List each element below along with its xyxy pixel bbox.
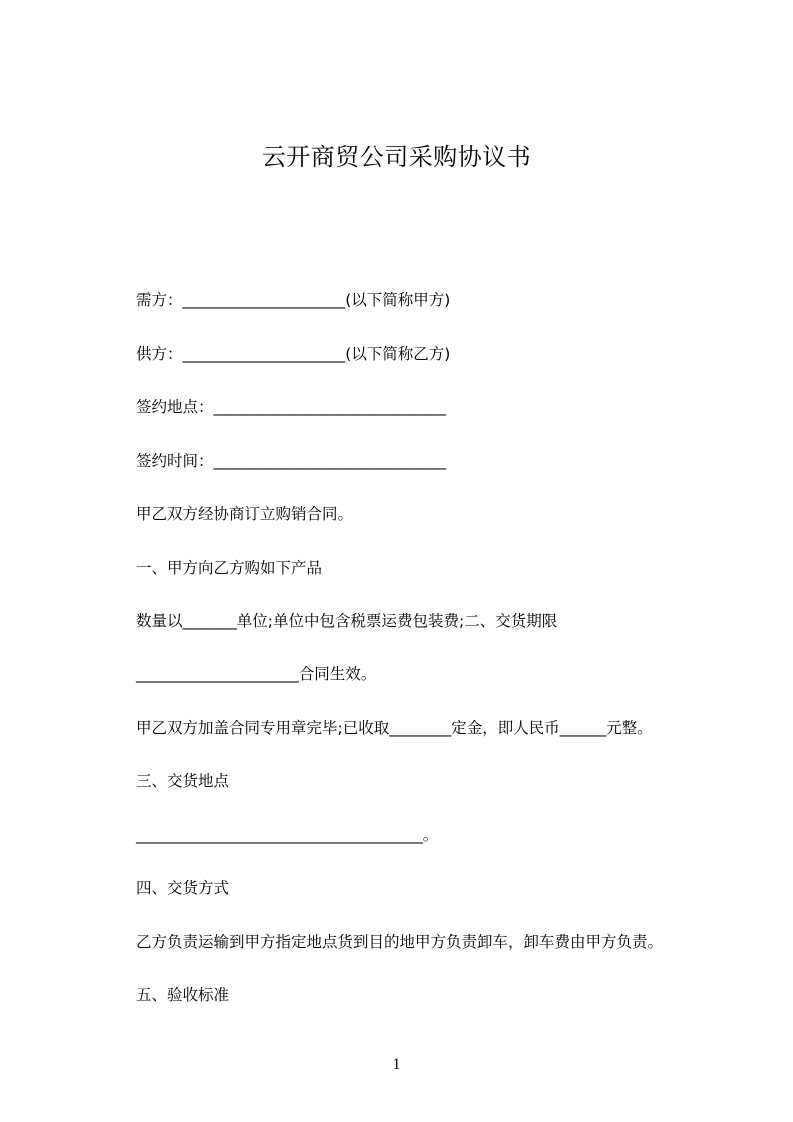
section-3-heading: 三、交货地点	[136, 772, 230, 790]
delivery-method-line: 乙方负责运输到甲方指定地点货到目的地甲方负责卸车，卸车费由甲方负责。	[136, 933, 664, 951]
contract-effective-line: _____________________合同生效。	[136, 665, 377, 683]
section-4-heading: 四、交货方式	[136, 879, 230, 897]
agreement-intro: 甲乙双方经协商订立购销合同。	[136, 505, 354, 523]
signing-time-line: 签约时间：______________________________	[136, 452, 447, 470]
delivery-location-blank: _____________________________________。	[136, 826, 439, 844]
section-5-heading: 五、验收标准	[136, 986, 230, 1004]
signing-location-line: 签约地点：______________________________	[136, 398, 447, 416]
document-title: 云开商贸公司采购协议书	[261, 143, 532, 171]
page-number: 1	[392, 1056, 401, 1073]
supplier-line: 供方：_____________________(以下简称乙方)	[136, 345, 451, 363]
deposit-line: 甲乙双方加盖合同专用章完毕;已收取________定金，即人民币______元整。	[136, 719, 653, 737]
quantity-line: 数量以_______单位;单位中包含税票运费包装费;二、交货期限	[136, 612, 558, 630]
section-1-heading: 一、甲方向乙方购如下产品	[136, 559, 323, 577]
buyer-line: 需方：_____________________(以下简称甲方)	[136, 291, 451, 309]
